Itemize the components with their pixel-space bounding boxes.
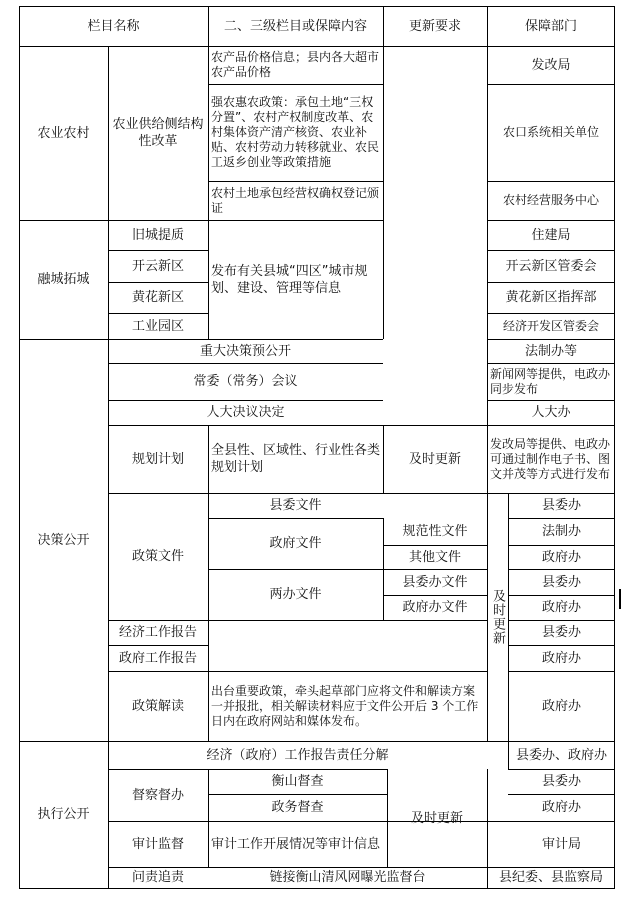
agri-subcategory: 农业供给侧结构性改革 (112, 117, 204, 149)
task-breakdown: 经济（政府）工作报告责任分解 (206, 747, 389, 763)
policy-dept: 政府办 (541, 600, 581, 615)
gov-office-doc: 政府办文件 (402, 600, 468, 615)
audit-label: 审计监督 (131, 836, 184, 852)
section-decision: 决策公开 (37, 532, 90, 548)
section-city: 融城拓城 (37, 272, 90, 287)
policy-dept: 政府办 (541, 549, 581, 565)
interpretation-content: 出台重要政策，牵头起草部门应将文件和解读方案一并报批，相关解读材料应于文件公开后 3 个工作日内在政府网站和媒体发布。 (211, 683, 479, 728)
audit-content: 审计工作开展情况等审计信息 (211, 836, 381, 852)
agri-item: 农村土地承包经营权确权登记颁证 (211, 185, 380, 215)
policy-dept: 县委办 (541, 574, 581, 590)
hengshan-inspection: 衡山督查 (271, 774, 324, 789)
committee-meeting: 常委（常务）会议 (193, 374, 298, 389)
two-office-doc: 两办文件 (269, 587, 322, 602)
policy-dept: 县委办 (541, 498, 581, 513)
government-inspection: 政务督查 (271, 800, 324, 815)
supervision-dept: 政府办 (541, 800, 581, 815)
plan-content: 全县性、区域性、行业性各类规划计划 (211, 443, 381, 475)
plan-label: 规划计划 (131, 451, 184, 467)
city-dept: 开云新区管委会 (505, 258, 597, 274)
plan-update: 及时更新 (408, 451, 461, 467)
plan-dept: 发改局等提供、电政办可通过制作电子书、图文并茂等方式进行发布 (490, 436, 611, 481)
city-content: 发布有关县城“四区”城市规划、建设、管理等信息 (211, 263, 368, 296)
audit-dept: 审计局 (541, 836, 581, 852)
supervision-dept: 县委办 (541, 774, 581, 789)
gov-work-report: 政府工作报告 (118, 650, 197, 666)
header-column-update: 更新要求 (408, 18, 461, 34)
city-sub: 黄花新区 (131, 290, 184, 305)
rule (383, 6, 384, 339)
city-dept: 经济开发区管委会 (502, 318, 599, 333)
agri-dept: 发改局 (531, 57, 571, 73)
report-dept: 县委办 (541, 625, 581, 640)
npc-resolution: 人大决议决定 (206, 405, 285, 420)
timely-update-vertical: 及时更新 (490, 589, 505, 645)
major-decision: 重大决策预公开 (199, 343, 291, 359)
city-sub: 开云新区 (131, 258, 184, 274)
rule (487, 769, 488, 867)
policy-label: 政策文件 (131, 549, 184, 564)
interpretation-label: 政策解读 (131, 698, 184, 714)
econ-work-report: 经济工作报告 (118, 625, 197, 640)
accountability-dept: 县纪委、县监察局 (498, 870, 603, 885)
other-doc: 其他文件 (408, 549, 461, 565)
border-bottom (19, 888, 615, 889)
city-sub: 工业园区 (131, 318, 184, 334)
city-dept: 黄花新区指挥部 (505, 290, 597, 305)
agri-dept: 农村经营服务中心 (502, 193, 599, 207)
accountability-link[interactable]: 链接衡山清风网曝光监督台 (269, 870, 426, 885)
edge-mark (619, 589, 621, 609)
county-committee-doc: 县委文件 (269, 498, 322, 513)
agri-dept: 农口系统相关单位 (502, 125, 599, 139)
execution-update: 及时更新 (410, 810, 463, 826)
report-dept: 政府办 (541, 650, 581, 666)
government-doc: 政府文件 (269, 536, 322, 551)
section-execution: 执行公开 (37, 807, 90, 822)
normative-doc: 规范性文件 (402, 524, 468, 539)
agri-item: 强农惠农政策：承包土地“三权分置”、农村产权制度改革、农村集体资产清产核资、农业补贴、农村劳动力转移就业、农民工返乡创业等政策措施 (211, 95, 380, 169)
header-column-name: 栏目名称 (87, 18, 140, 34)
committee-dept: 新闻网等提供，电政办同步发布 (490, 366, 611, 396)
major-decision-dept: 法制办等 (524, 343, 577, 359)
cc-office-doc: 县委办文件 (402, 574, 468, 590)
section-agri: 农业农村 (37, 125, 90, 141)
city-sub: 旧城提质 (131, 227, 184, 243)
npc-dept: 人大办 (531, 405, 571, 420)
public-info-table (19, 6, 615, 888)
accountability-label: 问责追责 (131, 870, 184, 885)
header-column-dept: 保障部门 (524, 18, 577, 34)
interpretation-dept: 政府办 (541, 698, 581, 714)
supervision-label: 督察督办 (131, 787, 184, 803)
header-column-content: 二、三级栏目或保障内容 (223, 18, 367, 34)
task-dept: 县委办、政府办 (515, 747, 607, 763)
policy-dept: 法制办 (541, 524, 581, 539)
agri-item: 农产品价格信息；县内各大超市农产品价格 (211, 50, 380, 79)
city-dept: 住建局 (531, 227, 571, 243)
